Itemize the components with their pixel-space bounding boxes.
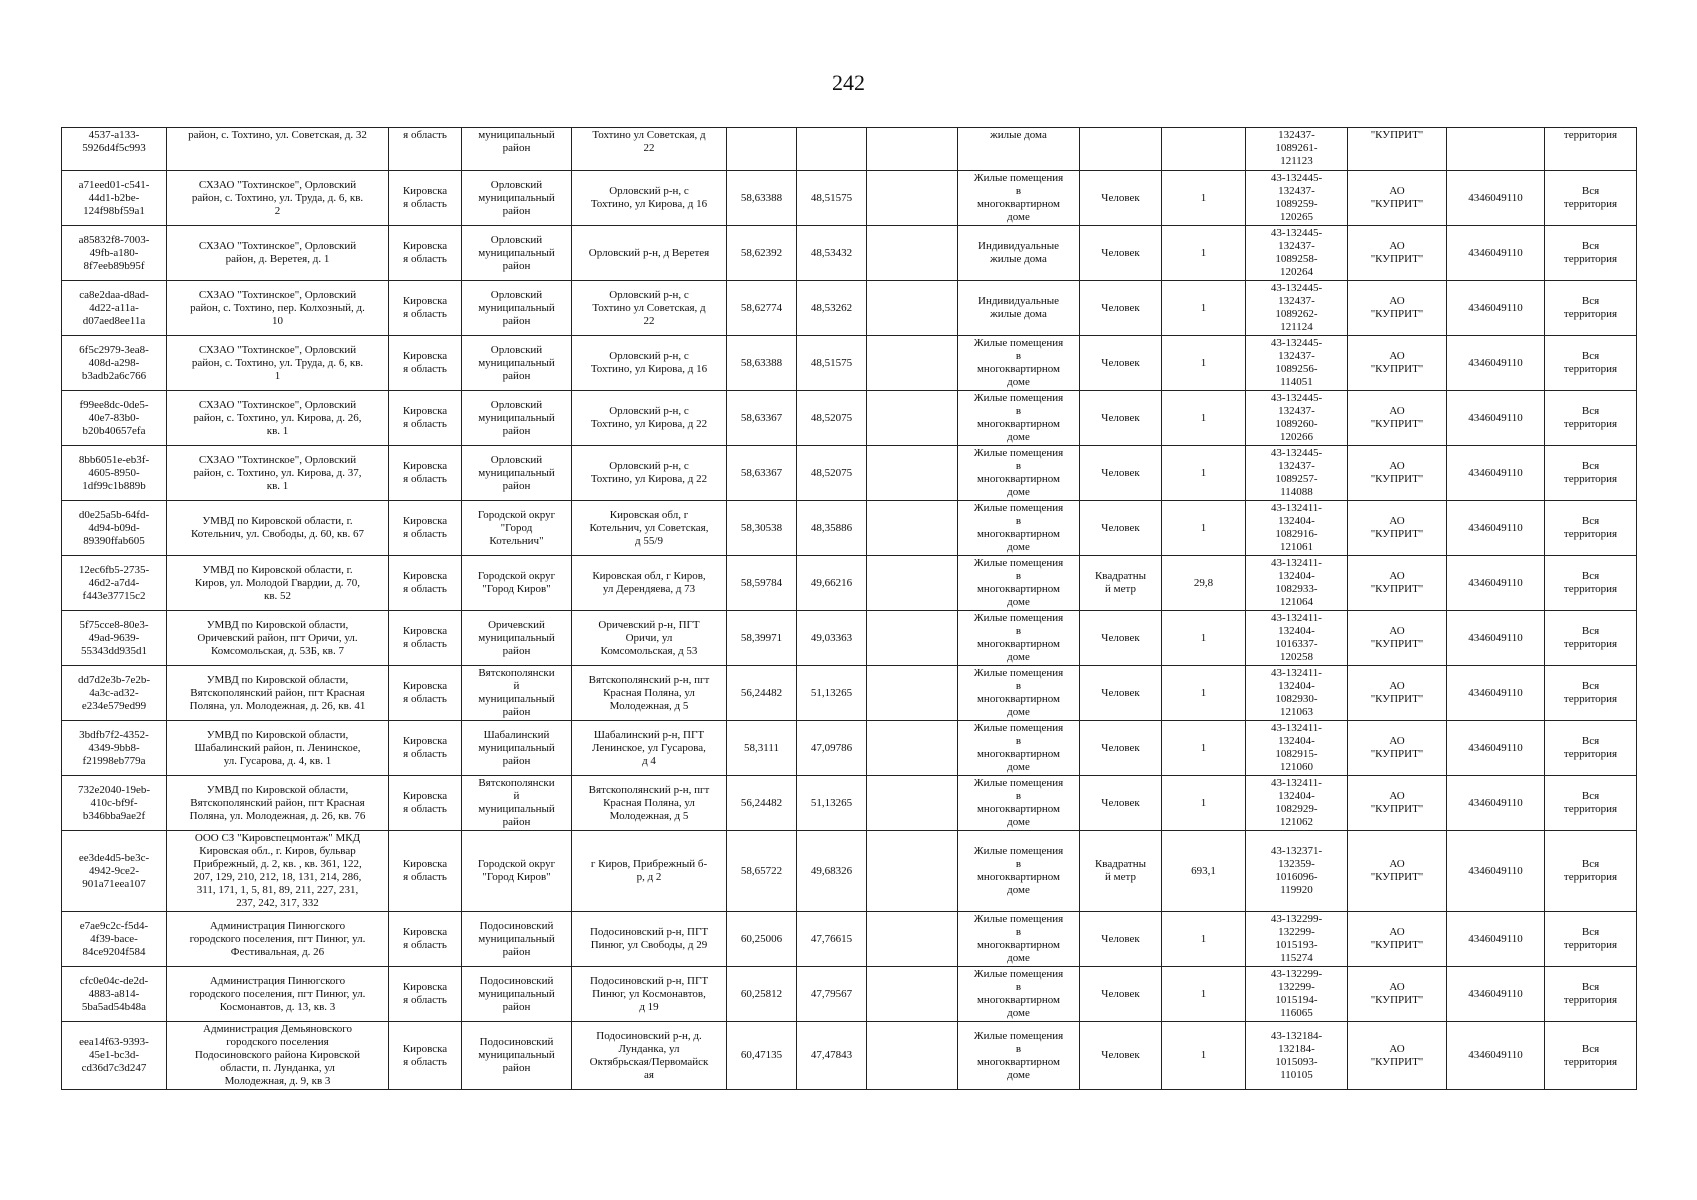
cell-quantity: 1 [1162, 226, 1246, 281]
cell-territory: Вся территория [1545, 501, 1637, 556]
cell-territory: Вся территория [1545, 336, 1637, 391]
cell-municipality: Подосиновский муниципальный район [462, 912, 572, 967]
cell-empty-column [867, 446, 958, 501]
cell-inn: 4346049110 [1447, 1022, 1545, 1090]
cell-longitude: 47,79567 [797, 967, 867, 1022]
cell-quantity: 1 [1162, 391, 1246, 446]
table-row [62, 128, 1637, 171]
cell-location-address: Вятскополянский р-н, пгт Красная Поляна, ул Молодежная, д 5 [572, 666, 727, 721]
cell-registry-code: 43-132445- 132437- 1089262- 121124 [1246, 281, 1348, 336]
cell-unit: Человек [1080, 446, 1162, 501]
cell-territory: Вся территория [1545, 391, 1637, 446]
cell-location-address: Подосиновский р-н, д. Лунданка, ул Октябрьская/Первомайск ая [572, 1022, 727, 1090]
cell-owner-address: УМВД по Кировской области, г. Киров, ул. Молодой Гвардии, д. 70, кв. 52 [167, 556, 389, 611]
cell-latitude: 56,24482 [727, 776, 797, 831]
cell-location-address: Орловский р-н, с Тохтино ул Советская, д 22 [572, 281, 727, 336]
cell-region: я область [389, 128, 462, 171]
cell-municipality: Вятскополянски й муниципальный район [462, 776, 572, 831]
cell-empty-column [867, 226, 958, 281]
cell-territory: Вся территория [1545, 611, 1637, 666]
cell-housing-type: Жилые помещения в многоквартирном доме [958, 967, 1080, 1022]
table-row [62, 611, 1637, 666]
cell-record-id: f99ee8dc-0de5- 40e7-83b0- b20b40657efa [62, 391, 167, 446]
table-row [62, 501, 1637, 556]
cell-longitude: 48,53262 [797, 281, 867, 336]
cell-empty-column [867, 831, 958, 912]
cell-longitude: 47,76615 [797, 912, 867, 967]
cell-location-address: Шабалинский р-н, ПГТ Ленинское, ул Гусарова, д 4 [572, 721, 727, 776]
cell-location-address: Орловский р-н, с Тохтино, ул Кирова, д 22 [572, 446, 727, 501]
cell-municipality: Орловский муниципальный район [462, 336, 572, 391]
page-number: 242 [832, 70, 865, 95]
cell-territory: Вся территория [1545, 666, 1637, 721]
cell-housing-type: Жилые помещения в многоквартирном доме [958, 611, 1080, 666]
cell-owner-address: УМВД по Кировской области, Шабалинский район, п. Ленинское, ул. Гусарова, д. 4, кв. 1 [167, 721, 389, 776]
cell-record-id: 8bb6051e-eb3f- 4605-8950- 1df99c1b889b [62, 446, 167, 501]
cell-region: Кировска я область [389, 1022, 462, 1090]
cell-region: Кировска я область [389, 666, 462, 721]
cell-operator: АО "КУПРИТ" [1348, 831, 1447, 912]
cell-unit: Человек [1080, 171, 1162, 226]
cell-unit [1080, 128, 1162, 171]
cell-latitude: 60,25006 [727, 912, 797, 967]
cell-registry-code: 43-132445- 132437- 1089258- 120264 [1246, 226, 1348, 281]
cell-quantity: 1 [1162, 611, 1246, 666]
table-row [62, 171, 1637, 226]
cell-territory: Вся территория [1545, 776, 1637, 831]
cell-quantity: 1 [1162, 967, 1246, 1022]
cell-quantity: 1 [1162, 912, 1246, 967]
cell-owner-address: УМВД по Кировской области, г. Котельнич, ул. Свободы, д. 60, кв. 67 [167, 501, 389, 556]
cell-inn: 4346049110 [1447, 611, 1545, 666]
cell-record-id: a71eed01-c541- 44d1-b2be- 124f98bf59a1 [62, 171, 167, 226]
cell-housing-type: жилые дома [958, 128, 1080, 171]
cell-location-address: г Киров, Прибрежный б- р, д 2 [572, 831, 727, 912]
cell-longitude: 48,51575 [797, 336, 867, 391]
cell-region: Кировска я область [389, 967, 462, 1022]
cell-housing-type: Жилые помещения в многоквартирном доме [958, 831, 1080, 912]
cell-quantity [1162, 128, 1246, 171]
cell-operator: АО "КУПРИТ" [1348, 336, 1447, 391]
cell-region: Кировска я область [389, 556, 462, 611]
table-row [62, 281, 1637, 336]
cell-owner-address: УМВД по Кировской области, Оричевский район, пгт Оричи, ул. Комсомольская, д. 53Б, кв. 7 [167, 611, 389, 666]
cell-empty-column [867, 391, 958, 446]
cell-operator: "КУПРИТ" [1348, 128, 1447, 171]
cell-unit: Человек [1080, 776, 1162, 831]
cell-operator: АО "КУПРИТ" [1348, 446, 1447, 501]
cell-owner-address: СХЗАО "Тохтинское", Орловский район, с. Тохтино, пер. Колхозный, д. 10 [167, 281, 389, 336]
cell-location-address: Подосиновский р-н, ПГТ Пинюг, ул Космонавтов, д 19 [572, 967, 727, 1022]
cell-registry-code: 43-132445- 132437- 1089257- 114088 [1246, 446, 1348, 501]
cell-operator: АО "КУПРИТ" [1348, 171, 1447, 226]
cell-operator: АО "КУПРИТ" [1348, 391, 1447, 446]
cell-municipality: Шабалинский муниципальный район [462, 721, 572, 776]
cell-inn: 4346049110 [1447, 501, 1545, 556]
cell-inn: 4346049110 [1447, 336, 1545, 391]
cell-territory: Вся территория [1545, 721, 1637, 776]
cell-region: Кировска я область [389, 336, 462, 391]
cell-quantity: 1 [1162, 1022, 1246, 1090]
cell-empty-column [867, 556, 958, 611]
cell-owner-address: ООО СЗ "Кировспецмонтаж" МКД Кировская обл., г. Киров, бульвар Прибрежный, д. 2, кв. , кв. 361, 122, 207, 129, 210, 212, 18, 131, 214, 286, 311, 171, 1, 5, 81, 89, 211, 227, 231, 237, 242, 317, 332 [167, 831, 389, 912]
cell-quantity: 1 [1162, 501, 1246, 556]
cell-record-id: 732e2040-19eb- 410c-bf9f- b346bba9ae2f [62, 776, 167, 831]
cell-housing-type: Жилые помещения в многоквартирном доме [958, 391, 1080, 446]
cell-location-address: Орловский р-н, с Тохтино, ул Кирова, д 16 [572, 336, 727, 391]
cell-operator: АО "КУПРИТ" [1348, 501, 1447, 556]
table-row [62, 776, 1637, 831]
table-row [62, 831, 1637, 912]
cell-region: Кировска я область [389, 281, 462, 336]
cell-latitude: 58,39971 [727, 611, 797, 666]
cell-quantity: 1 [1162, 336, 1246, 391]
cell-record-id: ca8e2daa-d8ad- 4d22-a11a- d07aed8ee11a [62, 281, 167, 336]
cell-latitude: 58,65722 [727, 831, 797, 912]
cell-record-id: ee3de4d5-be3c- 4942-9ce2- 901a71eea107 [62, 831, 167, 912]
cell-unit: Человек [1080, 611, 1162, 666]
cell-operator: АО "КУПРИТ" [1348, 721, 1447, 776]
cell-region: Кировска я область [389, 391, 462, 446]
cell-unit: Человек [1080, 501, 1162, 556]
cell-location-address: Орловский р-н, с Тохтино, ул Кирова, д 16 [572, 171, 727, 226]
cell-quantity: 1 [1162, 721, 1246, 776]
cell-inn: 4346049110 [1447, 721, 1545, 776]
cell-municipality: Городской округ "Город Киров" [462, 831, 572, 912]
cell-record-id: 3bdfb7f2-4352- 4349-9bb8- f21998eb779a [62, 721, 167, 776]
cell-quantity: 29,8 [1162, 556, 1246, 611]
cell-record-id: d0e25a5b-64fd- 4d94-b09d- 89390ffab605 [62, 501, 167, 556]
cell-record-id: eea14f63-9393- 45e1-bc3d- cd36d7c3d247 [62, 1022, 167, 1090]
registry-body [62, 128, 1637, 1090]
cell-owner-address: УМВД по Кировской области, Вятскополянский район, пгт Красная Поляна, ул. Молодежная, д. 26, кв. 76 [167, 776, 389, 831]
cell-latitude: 58,63367 [727, 391, 797, 446]
cell-owner-address: УМВД по Кировской области, Вятскополянский район, пгт Красная Поляна, ул. Молодежная, д. 26, кв. 41 [167, 666, 389, 721]
cell-operator: АО "КУПРИТ" [1348, 611, 1447, 666]
cell-quantity: 1 [1162, 171, 1246, 226]
cell-territory: Вся территория [1545, 967, 1637, 1022]
cell-territory: Вся территория [1545, 226, 1637, 281]
cell-territory: Вся территория [1545, 912, 1637, 967]
cell-location-address: Подосиновский р-н, ПГТ Пинюг, ул Свободы, д 29 [572, 912, 727, 967]
cell-empty-column [867, 281, 958, 336]
cell-longitude [797, 128, 867, 171]
cell-territory: Вся территория [1545, 446, 1637, 501]
cell-latitude: 58,30538 [727, 501, 797, 556]
cell-longitude: 49,66216 [797, 556, 867, 611]
cell-quantity: 1 [1162, 446, 1246, 501]
cell-owner-address: Администрация Пинюгского городского поселения, пгт Пинюг, ул. Космонавтов, д. 13, кв. 3 [167, 967, 389, 1022]
cell-inn: 4346049110 [1447, 967, 1545, 1022]
cell-region: Кировска я область [389, 611, 462, 666]
cell-owner-address: Администрация Пинюгского городского поселения, пгт Пинюг, ул. Фестивальная, д. 26 [167, 912, 389, 967]
table-row [62, 336, 1637, 391]
cell-territory: Вся территория [1545, 556, 1637, 611]
cell-location-address: Вятскополянский р-н, пгт Красная Поляна, ул Молодежная, д 5 [572, 776, 727, 831]
cell-latitude: 60,25812 [727, 967, 797, 1022]
cell-latitude: 56,24482 [727, 666, 797, 721]
cell-registry-code: 43-132371- 132359- 1016096- 119920 [1246, 831, 1348, 912]
cell-housing-type: Жилые помещения в многоквартирном доме [958, 556, 1080, 611]
cell-registry-code: 43-132411- 132404- 1082916- 121061 [1246, 501, 1348, 556]
registry-table [61, 127, 1637, 1090]
table-row [62, 446, 1637, 501]
cell-region: Кировска я область [389, 226, 462, 281]
cell-record-id: cfc0e04c-de2d- 4883-a814- 5ba5ad54b48a [62, 967, 167, 1022]
cell-municipality: Оричевский муниципальный район [462, 611, 572, 666]
cell-owner-address: СХЗАО "Тохтинское", Орловский район, с. Тохтино, ул. Труда, д. 6, кв. 1 [167, 336, 389, 391]
cell-longitude: 51,13265 [797, 776, 867, 831]
cell-location-address: Кировская обл, г Котельнич, ул Советская, д 55/9 [572, 501, 727, 556]
cell-longitude: 48,53432 [797, 226, 867, 281]
cell-operator: АО "КУПРИТ" [1348, 556, 1447, 611]
cell-unit: Человек [1080, 912, 1162, 967]
cell-registry-code: 43-132445- 132437- 1089260- 120266 [1246, 391, 1348, 446]
cell-registry-code: 43-132411- 132404- 1016337- 120258 [1246, 611, 1348, 666]
cell-region: Кировска я область [389, 721, 462, 776]
cell-empty-column [867, 501, 958, 556]
cell-unit: Человек [1080, 721, 1162, 776]
cell-region: Кировска я область [389, 831, 462, 912]
cell-territory: Вся территория [1545, 171, 1637, 226]
cell-unit: Человек [1080, 281, 1162, 336]
cell-longitude: 47,47843 [797, 1022, 867, 1090]
cell-latitude: 60,47135 [727, 1022, 797, 1090]
cell-empty-column [867, 776, 958, 831]
cell-municipality: Орловский муниципальный район [462, 446, 572, 501]
cell-municipality: Городской округ "Город Котельнич" [462, 501, 572, 556]
cell-unit: Квадратны й метр [1080, 831, 1162, 912]
cell-longitude: 47,09786 [797, 721, 867, 776]
cell-inn: 4346049110 [1447, 776, 1545, 831]
cell-unit: Человек [1080, 967, 1162, 1022]
cell-registry-code: 43-132445- 132437- 1089256- 114051 [1246, 336, 1348, 391]
cell-latitude: 58,62392 [727, 226, 797, 281]
cell-registry-code: 43-132411- 132404- 1082930- 121063 [1246, 666, 1348, 721]
cell-municipality: Орловский муниципальный район [462, 171, 572, 226]
cell-region: Кировска я область [389, 776, 462, 831]
cell-registry-code: 43-132411- 132404- 1082915- 121060 [1246, 721, 1348, 776]
cell-longitude: 49,68326 [797, 831, 867, 912]
cell-latitude: 58,59784 [727, 556, 797, 611]
cell-empty-column [867, 967, 958, 1022]
cell-quantity: 1 [1162, 281, 1246, 336]
cell-operator: АО "КУПРИТ" [1348, 226, 1447, 281]
cell-empty-column [867, 171, 958, 226]
cell-municipality: Подосиновский муниципальный район [462, 1022, 572, 1090]
cell-inn: 4346049110 [1447, 281, 1545, 336]
cell-location-address: Оричевский р-н, ПГТ Оричи, ул Комсомольская, д 53 [572, 611, 727, 666]
cell-empty-column [867, 1022, 958, 1090]
cell-region: Кировска я область [389, 446, 462, 501]
cell-region: Кировска я область [389, 912, 462, 967]
cell-owner-address: СХЗАО "Тохтинское", Орловский район, с. Тохтино, ул. Кирова, д. 37, кв. 1 [167, 446, 389, 501]
cell-registry-code: 43-132299- 132299- 1015194- 116065 [1246, 967, 1348, 1022]
cell-housing-type: Индивидуальные жилые дома [958, 226, 1080, 281]
cell-registry-code: 132437- 1089261- 121123 [1246, 128, 1348, 171]
cell-housing-type: Жилые помещения в многоквартирном доме [958, 721, 1080, 776]
cell-territory: Вся территория [1545, 831, 1637, 912]
cell-record-id: 5f75cce8-80e3- 49ad-9639- 55343dd935d1 [62, 611, 167, 666]
cell-operator: АО "КУПРИТ" [1348, 967, 1447, 1022]
cell-location-address: Кировская обл, г Киров, ул Дерендяева, д 73 [572, 556, 727, 611]
cell-operator: АО "КУПРИТ" [1348, 1022, 1447, 1090]
cell-housing-type: Жилые помещения в многоквартирном доме [958, 776, 1080, 831]
cell-territory: Вся территория [1545, 1022, 1637, 1090]
cell-quantity: 1 [1162, 776, 1246, 831]
cell-inn: 4346049110 [1447, 831, 1545, 912]
cell-longitude: 51,13265 [797, 666, 867, 721]
cell-inn [1447, 128, 1545, 171]
cell-unit: Человек [1080, 226, 1162, 281]
cell-region: Кировска я область [389, 501, 462, 556]
cell-location-address: Тохтино ул Советская, д 22 [572, 128, 727, 171]
cell-owner-address: СХЗАО "Тохтинское", Орловский район, д. Веретея, д. 1 [167, 226, 389, 281]
cell-latitude: 58,62774 [727, 281, 797, 336]
cell-housing-type: Жилые помещения в многоквартирном доме [958, 912, 1080, 967]
cell-unit: Человек [1080, 391, 1162, 446]
cell-inn: 4346049110 [1447, 446, 1545, 501]
cell-inn: 4346049110 [1447, 226, 1545, 281]
cell-empty-column [867, 666, 958, 721]
table-row [62, 721, 1637, 776]
cell-municipality: Вятскополянски й муниципальный район [462, 666, 572, 721]
cell-quantity: 693,1 [1162, 831, 1246, 912]
cell-longitude: 48,35886 [797, 501, 867, 556]
cell-latitude: 58,63367 [727, 446, 797, 501]
cell-registry-code: 43-132445- 132437- 1089259- 120265 [1246, 171, 1348, 226]
cell-owner-address: СХЗАО "Тохтинское", Орловский район, с. Тохтино, ул. Труда, д. 6, кв. 2 [167, 171, 389, 226]
cell-municipality: Орловский муниципальный район [462, 226, 572, 281]
cell-record-id: a85832f8-7003- 49fb-a180- 8f7eeb89b95f [62, 226, 167, 281]
cell-latitude [727, 128, 797, 171]
cell-municipality: муниципальный район [462, 128, 572, 171]
cell-longitude: 48,52075 [797, 446, 867, 501]
cell-empty-column [867, 336, 958, 391]
cell-housing-type: Жилые помещения в многоквартирном доме [958, 336, 1080, 391]
cell-operator: АО "КУПРИТ" [1348, 776, 1447, 831]
cell-housing-type: Жилые помещения в многоквартирном доме [958, 171, 1080, 226]
cell-longitude: 48,51575 [797, 171, 867, 226]
cell-registry-code: 43-132411- 132404- 1082933- 121064 [1246, 556, 1348, 611]
cell-inn: 4346049110 [1447, 171, 1545, 226]
cell-registry-code: 43-132299- 132299- 1015193- 115274 [1246, 912, 1348, 967]
cell-inn: 4346049110 [1447, 556, 1545, 611]
table-row [62, 666, 1637, 721]
cell-latitude: 58,63388 [727, 171, 797, 226]
cell-latitude: 58,63388 [727, 336, 797, 391]
cell-region: Кировска я область [389, 171, 462, 226]
cell-housing-type: Жилые помещения в многоквартирном доме [958, 501, 1080, 556]
cell-empty-column [867, 721, 958, 776]
cell-housing-type: Жилые помещения в многоквартирном доме [958, 1022, 1080, 1090]
cell-empty-column [867, 611, 958, 666]
cell-latitude: 58,3111 [727, 721, 797, 776]
cell-longitude: 49,03363 [797, 611, 867, 666]
cell-owner-address: СХЗАО "Тохтинское", Орловский район, с. Тохтино, ул. Кирова, д. 26, кв. 1 [167, 391, 389, 446]
cell-territory: Вся территория [1545, 281, 1637, 336]
cell-housing-type: Индивидуальные жилые дома [958, 281, 1080, 336]
cell-longitude: 48,52075 [797, 391, 867, 446]
cell-record-id: 12ec6fb5-2735- 46d2-a7d4- f443e37715c2 [62, 556, 167, 611]
cell-inn: 4346049110 [1447, 391, 1545, 446]
cell-operator: АО "КУПРИТ" [1348, 666, 1447, 721]
table-row [62, 912, 1637, 967]
cell-registry-code: 43-132184- 132184- 1015093- 110105 [1246, 1022, 1348, 1090]
cell-record-id: e7ae9c2c-f5d4- 4f39-bace- 84ce9204f584 [62, 912, 167, 967]
cell-location-address: Орловский р-н, с Тохтино, ул Кирова, д 22 [572, 391, 727, 446]
cell-location-address: Орловский р-н, д Веретея [572, 226, 727, 281]
cell-municipality: Орловский муниципальный район [462, 281, 572, 336]
cell-territory: территория [1545, 128, 1637, 171]
cell-housing-type: Жилые помещения в многоквартирном доме [958, 446, 1080, 501]
cell-unit: Человек [1080, 336, 1162, 391]
cell-unit: Человек [1080, 1022, 1162, 1090]
cell-inn: 4346049110 [1447, 912, 1545, 967]
cell-housing-type: Жилые помещения в многоквартирном доме [958, 666, 1080, 721]
cell-quantity: 1 [1162, 666, 1246, 721]
table-row [62, 226, 1637, 281]
cell-owner-address: Администрация Демьяновского городского поселения Подосиновского района Кировской области, п. Лунданка, ул Молодежная, д. 9, кв 3 [167, 1022, 389, 1090]
cell-municipality: Подосиновский муниципальный район [462, 967, 572, 1022]
cell-municipality: Орловский муниципальный район [462, 391, 572, 446]
cell-operator: АО "КУПРИТ" [1348, 912, 1447, 967]
table-row [62, 1022, 1637, 1090]
cell-unit: Человек [1080, 666, 1162, 721]
cell-record-id: 6f5c2979-3ea8- 408d-a298- b3adb2a6c766 [62, 336, 167, 391]
cell-municipality: Городской округ "Город Киров" [462, 556, 572, 611]
cell-empty-column [867, 912, 958, 967]
table-row [62, 391, 1637, 446]
table-row [62, 556, 1637, 611]
cell-unit: Квадратны й метр [1080, 556, 1162, 611]
table-row [62, 967, 1637, 1022]
cell-inn: 4346049110 [1447, 666, 1545, 721]
cell-record-id: dd7d2e3b-7e2b- 4a3c-ad32- e234e579ed99 [62, 666, 167, 721]
cell-record-id: 4537-a133- 5926d4f5c993 [62, 128, 167, 171]
cell-operator: АО "КУПРИТ" [1348, 281, 1447, 336]
cell-registry-code: 43-132411- 132404- 1082929- 121062 [1246, 776, 1348, 831]
cell-owner-address: район, с. Тохтино, ул. Советская, д. 32 [167, 128, 389, 171]
cell-empty-column [867, 128, 958, 171]
